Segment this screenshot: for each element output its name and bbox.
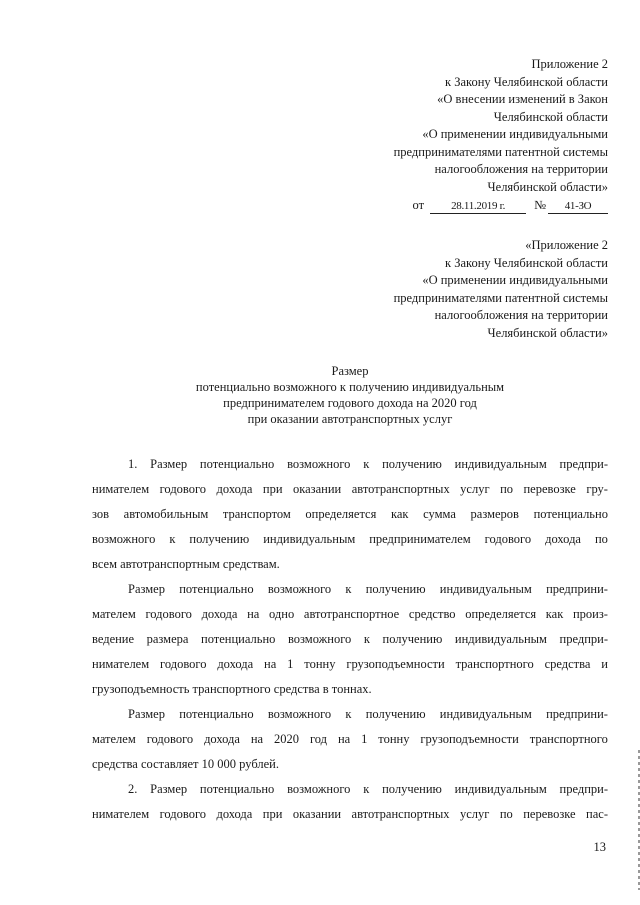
word: к (345, 582, 352, 596)
word: получению (382, 782, 442, 796)
word: перевозке (523, 482, 576, 496)
word: возможного (287, 457, 351, 471)
word: Размер (150, 457, 188, 471)
body-line (92, 577, 608, 602)
word: размеров (470, 507, 519, 521)
body-line (92, 477, 608, 502)
word: потенциально (201, 632, 276, 646)
word: средство (408, 607, 456, 621)
law-date-field: 28.11.2019 г. (430, 199, 526, 214)
word: предпри- (559, 782, 608, 796)
header-line: предпринимателями патентной системы (393, 144, 608, 159)
word: тонну (304, 657, 336, 671)
body-line (92, 602, 608, 627)
word: автотранспортное (303, 607, 400, 621)
word: при (262, 482, 283, 496)
word: транспортом (222, 507, 291, 521)
word: 1 (287, 657, 294, 671)
word: индивидуальным (454, 457, 547, 471)
title-line: потенциально возможного к получению индивидуальным (195, 380, 505, 394)
word: получению (365, 707, 426, 721)
word: услуг (459, 807, 490, 821)
body-line (92, 502, 608, 527)
word: потенциально (199, 782, 275, 796)
body-line: средства составляет 10 000 рублей. (92, 757, 279, 771)
document-body (92, 452, 608, 827)
header-line: Челябинской области (493, 109, 608, 124)
word: сумма (423, 507, 456, 521)
word: оказании (292, 482, 342, 496)
word: индивидуальным (454, 632, 547, 646)
word: на (264, 657, 277, 671)
date-prefix: от (412, 198, 425, 212)
word: потенциально (179, 582, 254, 596)
word: получению (382, 457, 442, 471)
body-line (92, 777, 608, 802)
word: к (363, 632, 370, 646)
word: индивидуальным (439, 582, 532, 596)
title-line: Размер (331, 364, 369, 378)
word: средства (544, 657, 591, 671)
header-line: Челябинской области» (487, 325, 608, 340)
word: возможного (267, 707, 332, 721)
word: по (594, 532, 608, 546)
word: при (262, 807, 283, 821)
word: предпринимателем (369, 532, 471, 546)
word: дохода (201, 607, 238, 621)
word: перевозке (523, 807, 576, 821)
word: автотранспортных (351, 807, 450, 821)
word: зов (92, 507, 110, 521)
word: гру- (586, 482, 608, 496)
word: на (247, 607, 260, 621)
word: по (500, 482, 514, 496)
word: предприни- (546, 582, 608, 596)
word: годового (160, 657, 207, 671)
word: дохода (204, 732, 240, 746)
word: индивидуальным (454, 782, 547, 796)
word: к (363, 457, 370, 471)
body-line (92, 627, 608, 652)
header-line: налогообложения на территории (434, 308, 608, 322)
word: автотранспортных (351, 482, 450, 496)
word: Размер (128, 707, 165, 721)
word: дохода (216, 482, 253, 496)
word: Размер (128, 582, 165, 596)
law-number-field: 41-ЗО (548, 199, 608, 214)
header-line: «О применении индивидуальными (422, 127, 608, 141)
header-line: «О применении индивидуальными (422, 273, 608, 287)
word: тонну (378, 732, 410, 746)
word: нимателем (92, 657, 150, 671)
word: потенциально (179, 707, 254, 721)
word: одно (269, 607, 295, 621)
body-line (92, 452, 608, 477)
body-line (92, 802, 608, 827)
word: определяется (465, 607, 537, 621)
word: автомобильным (123, 507, 209, 521)
word: определяется (305, 507, 377, 521)
word: на (337, 732, 351, 746)
word: возможного (267, 582, 332, 596)
word: транспортного (455, 657, 534, 671)
header-line: Челябинской области» (487, 179, 608, 194)
word: транспортного (529, 732, 608, 746)
word: как (390, 507, 409, 521)
word: по (499, 807, 513, 821)
word: годового (159, 482, 207, 496)
header-line: Приложение 2 (531, 57, 608, 71)
appendix-header (394, 56, 608, 215)
word: получению (382, 632, 443, 646)
quoted-appendix-header (394, 237, 608, 342)
document-title (60, 363, 640, 427)
word: нимателем (92, 807, 150, 821)
word: дохода (216, 807, 253, 821)
header-line: к Закону Челябинской области (445, 74, 608, 89)
body-line: всем автотранспортным средствам. (92, 557, 280, 571)
word: годового (159, 807, 207, 821)
word: 2. (128, 782, 138, 796)
word: к (169, 532, 176, 546)
word: предпри- (559, 457, 608, 471)
header-line: «Приложение 2 (525, 238, 608, 252)
title-line: при оказании автотранспортных услуг (247, 412, 453, 426)
word: как (545, 607, 564, 621)
word: оказании (292, 807, 342, 821)
title-line: предпринимателем годового дохода на 2020 год (223, 396, 477, 410)
header-line: налогообложения на территории (434, 162, 608, 176)
word: на (250, 732, 264, 746)
word: нимателем (92, 482, 150, 496)
header-line: «О внесении изменений в Закон (437, 92, 608, 106)
word: получению (189, 532, 250, 546)
word: пас- (586, 807, 608, 821)
word: год (309, 732, 328, 746)
word: предприни- (546, 707, 608, 721)
word: к (345, 707, 352, 721)
header-line: предпринимателями патентной системы (393, 290, 608, 305)
body-line (92, 527, 608, 552)
word: возможного (287, 782, 351, 796)
body-line (92, 727, 608, 752)
word: мателем (92, 607, 136, 621)
word: получению (365, 582, 426, 596)
word: потенциально (533, 507, 608, 521)
word: услуг (460, 482, 490, 496)
number-prefix: № (534, 198, 546, 212)
word: произ- (572, 607, 608, 621)
word: годового (484, 532, 532, 546)
header-line: к Закону Челябинской области (445, 255, 608, 270)
word: возможного (92, 532, 156, 546)
word: индивидуальным (263, 532, 356, 546)
body-line (92, 652, 608, 677)
word: грузоподъемности (420, 732, 519, 746)
word: и (601, 657, 608, 671)
word: размера (146, 632, 189, 646)
word: Размер (150, 782, 188, 796)
word: дохода (545, 532, 581, 546)
word: 1 (361, 732, 368, 746)
word: предпри- (559, 632, 608, 646)
word: ведение (92, 632, 135, 646)
word: индивидуальным (439, 707, 532, 721)
word: 2020 (274, 732, 300, 746)
body-line (92, 702, 608, 727)
word: к (363, 782, 370, 796)
word: грузоподъемности (346, 657, 445, 671)
body-line: грузоподъемность транспортного средства в тоннах. (92, 682, 372, 696)
word: возможного (287, 632, 352, 646)
word: мателем (92, 732, 136, 746)
word: дохода (217, 657, 254, 671)
page-number: 13 (593, 840, 606, 854)
word: 1. (128, 457, 138, 471)
word: годового (146, 732, 194, 746)
word: годового (145, 607, 192, 621)
law-date-number-line (394, 197, 608, 215)
word: потенциально (199, 457, 275, 471)
